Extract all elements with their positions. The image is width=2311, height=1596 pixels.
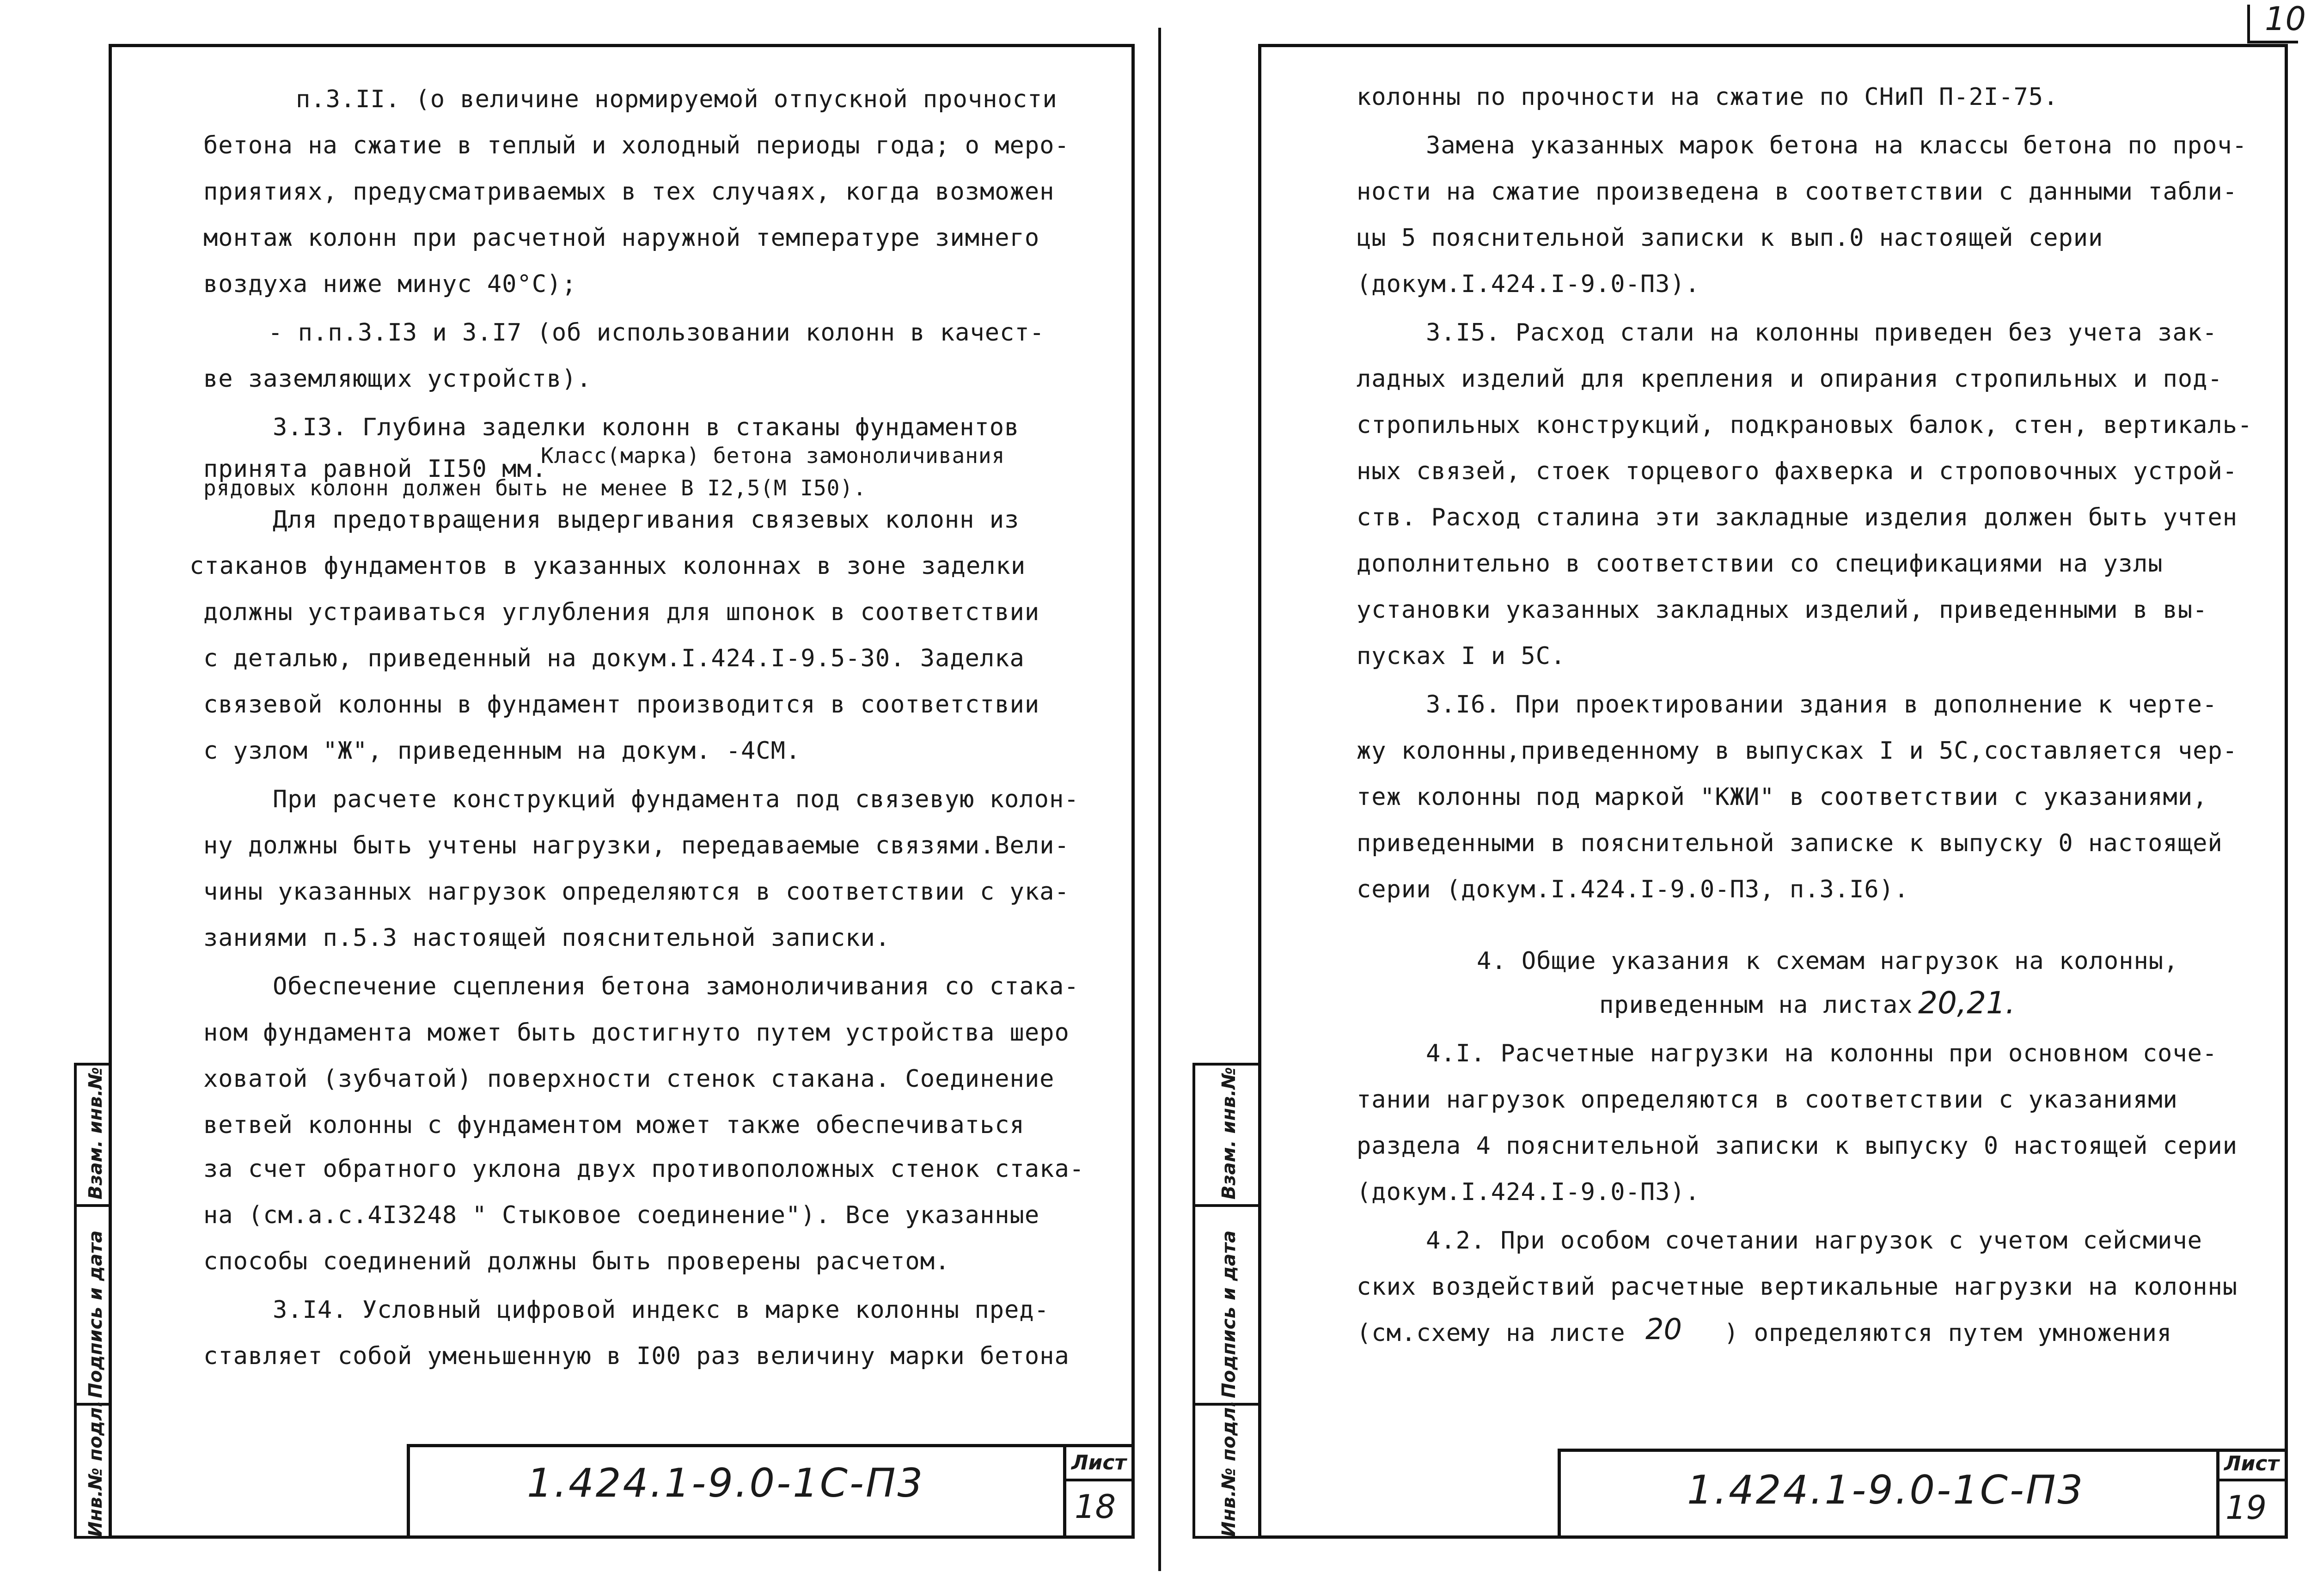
text-line: монтаж колонн при расчетной наружной температуре зимнего: [203, 224, 1040, 252]
text-line: (докум.I.424.I-9.0-П3).: [1357, 270, 1700, 298]
text-line: 3.I3. Глубина заделки колонн в стаканы фундаментов: [273, 414, 1020, 441]
text-line: ств. Расход сталина эти закладные изделия должен быть учтен: [1357, 504, 2238, 531]
text-line: стропильных конструкций, подкрановых балок, стен, вертикаль-: [1357, 411, 2253, 439]
text-line: ладных изделий для крепления и опирания стропильных и под-: [1357, 365, 2223, 393]
text-line: 4.I. Расчетные нагрузки на колонны при основном соче-: [1426, 1040, 2218, 1067]
text-line: должны устраиваться углубления для шпонок в соответствии: [203, 598, 1040, 626]
side-label-inv: Инв.№ подл.: [85, 1400, 106, 1537]
side-label-replace: Взам. инв.№: [1218, 1067, 1240, 1200]
text-line: (см.схему на листе: [1357, 1319, 1626, 1347]
text-line: связевой колонны в фундамент производится в соответствии: [203, 691, 1040, 719]
text-line: ветвей колонны с фундаментом может также обеспечиваться: [203, 1111, 1025, 1139]
text-line: ских воздействий расчетные вертикальные нагрузки на колонны: [1357, 1273, 2238, 1301]
text-line: воздуха ниже минус 40°С);: [203, 270, 577, 298]
text-line: ну должны быть учтены нагрузки, передаваемые связями.Вели-: [203, 832, 1070, 859]
right-document-code: 1.424.1-9.0-1С-П3: [1687, 1467, 2085, 1513]
right-sheet-number: 19: [2225, 1489, 2267, 1527]
text-line: При расчете конструкций фундамента под связевую колон-: [273, 786, 1079, 813]
text-line: Для предотвращения выдергивания связевых колонн из: [273, 506, 1020, 534]
left-sheet-number: 18: [1075, 1488, 1116, 1526]
right-sheet-label: Лист: [2224, 1452, 2279, 1475]
text-line: чины указанных нагрузок определяются в соответствии с ука-: [203, 878, 1070, 906]
text-line: с деталью, приведенный на докум.I.424.I-9.5-30. Заделка: [203, 645, 1025, 672]
text-line: установки указанных закладных изделий, приведенными в вы-: [1357, 596, 2208, 624]
text-line: за счет обратного уклона двух противоположных стенок стака-: [203, 1155, 1085, 1183]
text-line: теж колонны под маркой "КЖИ" в соответствии с указаниями,: [1357, 783, 2208, 811]
text-line: колонны по прочности на сжатие по СНиП П-2I-75.: [1357, 83, 2059, 111]
text-line: п.3.II. (о величине нормируемой отпускной прочности: [296, 85, 1058, 113]
text-line: - п.п.3.I3 и 3.I7 (об использовании колонн в качест-: [268, 319, 1045, 347]
side-label-signature: Подпись и дата: [1218, 1230, 1240, 1398]
corner-tick: [2247, 5, 2250, 43]
page-number: 10: [2265, 0, 2306, 38]
text-line: приятиях, предусматриваемых в тех случаях, когда возможен: [203, 178, 1055, 206]
side-label-signature: Подпись и дата: [85, 1230, 106, 1398]
text-line: ) определяются путем умножения: [1724, 1319, 2172, 1347]
text-line: принята равной II50 мм.: [203, 455, 547, 483]
text-line: 3.I6. При проектировании здания в дополнение к черте-: [1426, 691, 2218, 719]
text-line: дополнительно в соответствии со спецификациями на узлы: [1357, 550, 2163, 578]
left-sheet-label: Лист: [1071, 1451, 1126, 1474]
insert-line: рядовых колонн должен быть не менее В I2,5(М I50).: [203, 475, 867, 500]
text-line: ности на сжатие произведена в соответствии с данными табли-: [1357, 178, 2238, 206]
text-line: приведенными в пояснительной записке к выпуску 0 настоящей: [1357, 829, 2223, 857]
insert-line: Класс(марка) бетона замоноличивания: [541, 443, 1005, 468]
text-line: ных связей, стоек торцевого фахверка и строповочных устрой-: [1357, 457, 2238, 485]
text-line: ве заземляющих устройств).: [203, 365, 592, 393]
text-line: Замена указанных марок бетона на классы бетона по проч-: [1426, 132, 2247, 159]
text-line: раздела 4 пояснительной записки к выпуску 0 настоящей серии: [1357, 1132, 2238, 1160]
text-line: заниями п.5.3 настоящей пояснительной записки.: [203, 924, 891, 952]
center-divider: [1158, 28, 1161, 1571]
left-sheet-box-rule: [1063, 1479, 1135, 1481]
handwritten-sheets: 20,21.: [1918, 985, 2015, 1021]
text-line: с узлом "Ж", приведенным на докум. -4СМ.: [203, 737, 801, 765]
text-line: (докум.I.424.I-9.0-П3).: [1357, 1178, 1700, 1206]
text-line: способы соединений должны быть проверены расчетом.: [203, 1248, 950, 1275]
section-heading: приведенным на листах: [1599, 991, 1913, 1019]
left-side-strip: [74, 1063, 112, 1539]
text-line: ставляет собой уменьшенную в I00 раз величину марки бетона: [203, 1342, 1070, 1370]
right-sheet-box-rule: [2216, 1479, 2288, 1481]
text-line: ховатой (зубчатой) поверхности стенок стакана. Соединение: [203, 1065, 1055, 1093]
right-side-strip: [1192, 1063, 1261, 1539]
side-cell: [77, 1204, 112, 1207]
text-line: Обеспечение сцепления бетона замоноличивания со стака-: [273, 973, 1079, 1000]
text-line: 3.I5. Расход стали на колонны приведен без учета зак-: [1426, 319, 2218, 347]
text-line: бетона на сжатие в теплый и холодный периоды года; о меро-: [203, 132, 1070, 159]
left-document-code: 1.424.1-9.0-1С-П3: [527, 1460, 925, 1506]
text-line: на (см.а.с.4I3248 " Стыковое соединение"). Все указанные: [203, 1201, 1040, 1229]
text-line: серии (докум.I.424.I-9.0-П3, п.3.I6).: [1357, 876, 1909, 903]
text-line: 4.2. При особом сочетании нагрузок с учетом сейсмиче: [1426, 1227, 2202, 1255]
corner-tick-bar: [2247, 41, 2298, 43]
text-line: 3.I4. Условный цифровой индекс в марке колонны пред-: [273, 1296, 1049, 1324]
text-line: стаканов фундаментов в указанных колоннах в зоне заделки: [190, 552, 1026, 580]
side-label-replace: Взам. инв.№: [85, 1067, 106, 1200]
text-line: ном фундамента может быть достигнуто путем устройства шеро: [203, 1019, 1070, 1047]
text-line: жу колонны,приведенному в выпусках I и 5С,составляется чер-: [1357, 737, 2238, 765]
handwritten-sheet-ref: 20: [1645, 1312, 1682, 1346]
text-line: тании нагрузок определяются в соответствии с указаниями: [1357, 1086, 2178, 1114]
text-line: цы 5 пояснительной записки к вып.0 настоящей серии: [1357, 224, 2103, 252]
side-cell: [1195, 1204, 1261, 1207]
side-label-inv: Инв.№ подл.: [1218, 1400, 1240, 1537]
section-heading: 4. Общие указания к схемам нагрузок на колонны,: [1477, 947, 2179, 975]
text-line: пусках I и 5С.: [1357, 642, 1566, 670]
